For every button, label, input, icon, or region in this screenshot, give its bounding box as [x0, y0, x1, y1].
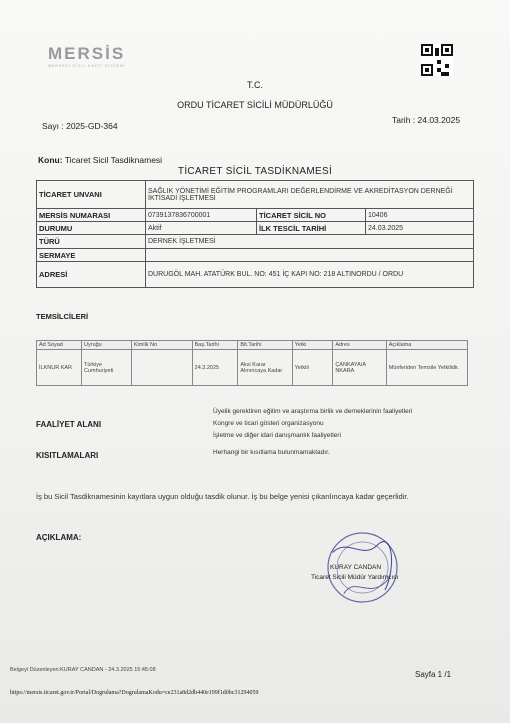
qr-code-icon	[421, 44, 453, 76]
table-cell: Türkiye Cumhuriyeti	[82, 350, 132, 386]
table-cell: ÇANKAYA/A NKARA	[333, 350, 386, 386]
representatives-heading: TEMSİLCİLERİ	[36, 312, 89, 321]
table-cell	[131, 350, 192, 386]
document-number: Sayı : 2025-GD-364	[42, 121, 118, 131]
column-header: Uyruğu	[82, 341, 132, 350]
durum-value: Aktif	[146, 222, 257, 235]
subject-value: Ticaret Sicil Tasdiknamesi	[64, 155, 163, 165]
mersis-logo	[48, 44, 126, 68]
office-heading: ORDU TİCARET SİCİLİ MÜDÜRLÜĞÜ	[177, 100, 333, 110]
table-cell: 24.3.2025	[192, 350, 238, 386]
signatory-name: KURAY CANDAN	[330, 564, 382, 571]
restrictions-label: KISITLAMALARI	[36, 451, 99, 460]
tescil-label: İLK TESCİL TARİHİ	[257, 222, 366, 235]
sermaye-label: SERMAYE	[37, 249, 146, 262]
certification-statement: İş bu Sicil Tasdiknamesinin kayıtlara uygun olduğu tasdik olunur. İş bu belge yenisi çıkarılıncaya kadar geçerlidir.	[36, 492, 409, 501]
mersis-value: 0739137836700001	[146, 209, 257, 222]
turu-label: TÜRÜ	[37, 235, 146, 249]
tescil-value: 24.03.2025	[366, 222, 474, 235]
table-cell: İLKNUR KAR	[37, 350, 82, 386]
column-header: Bit.Tarihi	[238, 341, 292, 350]
verification-link[interactable]: https://mersis.ticaret.gov.tr/Portal/Dogrulama?DogrulamaKodu=ce231a8d2db440e199f1d0bc31294059	[10, 690, 259, 696]
adres-value: DURUGÖL MAH. ATATÜRK BUL. NO: 451 İÇ KAPI NO: 218 ALTINORDU / ORDU	[146, 262, 474, 288]
column-header: Adres	[333, 341, 386, 350]
sermaye-value	[146, 249, 474, 262]
logo-wordmark: MERSİS	[48, 44, 126, 63]
registry-info-table	[36, 180, 474, 288]
restrictions-value: Herhangi bir kısıtlama bulunmamaktadır.	[213, 449, 330, 456]
signatory-title: Ticaret Sicili Müdür Yardımcısı	[311, 574, 399, 581]
sicil-no-label: TİCARET SİCİL NO	[257, 209, 366, 222]
document-title: TİCARET SİCİL TASDİKNAMESİ	[177, 166, 333, 177]
column-header: Baş.Tarihi	[192, 341, 238, 350]
page-number: Sayfa 1 /1	[415, 670, 452, 679]
table-cell: Aksi Karar Alınıncaya Kadar	[238, 350, 292, 386]
representatives-table	[36, 340, 468, 386]
sicil-no-value: 10406	[366, 209, 474, 222]
activity-line: Üyelik gerektiren eğitim ve araştırma birlik ve derneklerinin faaliyetleri	[213, 408, 413, 415]
explanation-label: AÇIKLAMA:	[36, 533, 82, 542]
durum-label: DURUMU	[37, 222, 146, 235]
column-header: Açıklama	[386, 341, 467, 350]
unvan-label: TİCARET UNVANI	[37, 181, 146, 209]
activity-line: Kongre ve ticari gösteri organizasyonu	[213, 420, 324, 427]
adres-label: ADRESİ	[37, 262, 146, 288]
activity-label: FAALİYET ALANI	[36, 420, 102, 429]
column-header: Yetki	[292, 341, 333, 350]
subject-line	[38, 155, 162, 165]
mersis-label: MERSİS NUMARASI	[37, 209, 146, 222]
turu-value: DERNEK İŞLETMESİ	[146, 235, 474, 249]
activity-line: İşletme ve diğer idari danışmanlık faaliyetleri	[213, 432, 341, 439]
activity-list	[213, 406, 412, 442]
column-header: Kimlik No	[131, 341, 192, 350]
table-cell: Yetkili	[292, 350, 333, 386]
issued-by: Belgeyi Düzenleyen:KURAY CANDAN - 24.3.2025 15:45:08	[10, 667, 156, 673]
table-row	[37, 350, 468, 386]
table-cell: Münferiden Temsile Yetkilidir.	[386, 350, 467, 386]
document-date: Tarih : 24.03.2025	[392, 115, 461, 125]
representatives-header-row	[37, 341, 468, 350]
country-heading: T.C.	[246, 80, 263, 90]
column-header: Ad Soyad	[37, 341, 82, 350]
subject-label: Konu:	[38, 155, 63, 165]
unvan-value: SAĞLIK YÖNETİMİ EĞİTİM PROGRAMLARI DEĞERLENDİRME VE AKREDİTASYON DERNEĞİ İKTİSADİ İŞLETMESİ	[146, 181, 474, 209]
logo-subtext: MERKEZİ SİCİL KAYIT SİSTEMİ	[48, 64, 126, 68]
